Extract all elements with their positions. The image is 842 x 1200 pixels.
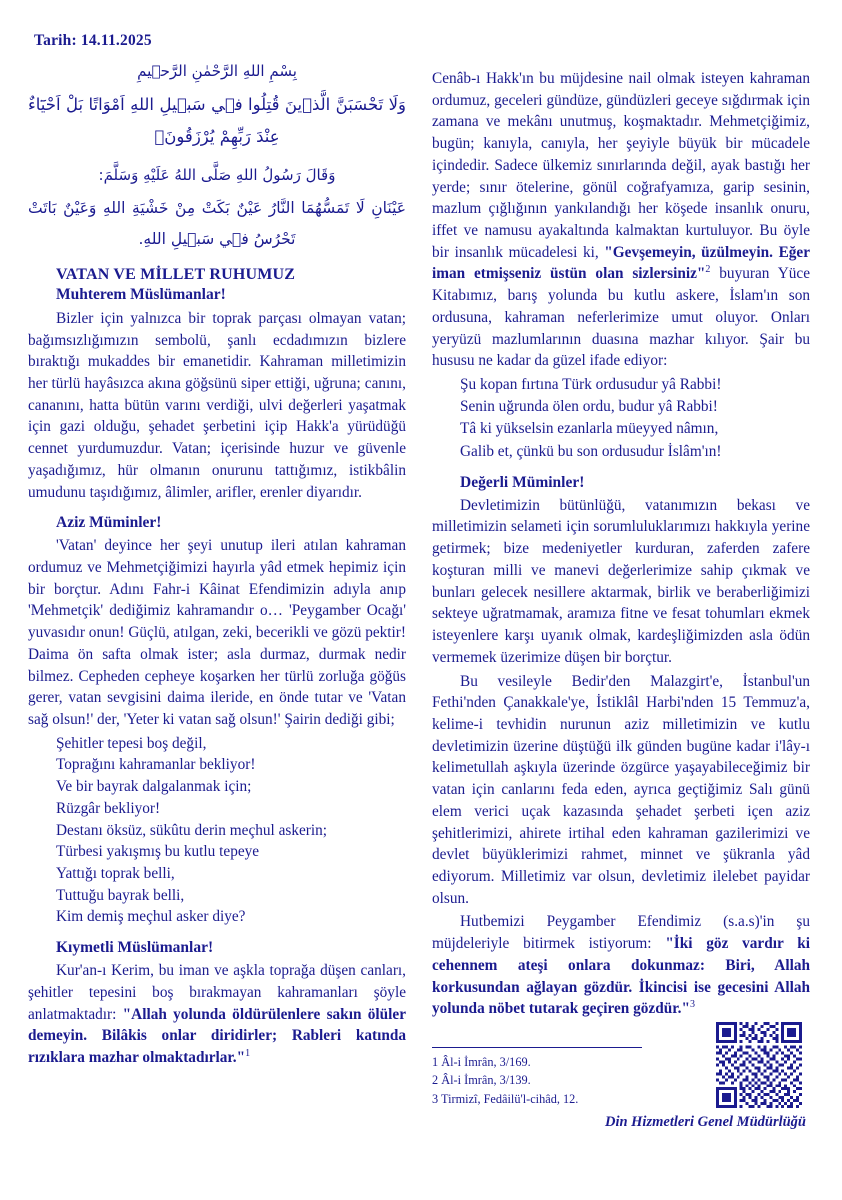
hadith-intro-arabic: وَقَالَ رَسُولُ اللهِ صَلَّى اللهُ عَلَيْهِ وَسَلَّمَ: <box>98 165 336 184</box>
paragraph-4-text-after: buyuran Yüce Kitabımız, barış yolunda bu kutlu askere, İslam'ın son ordusuna, kahraman neferlerimize umut oluyor. Onları yeryüzü mazlumlarının duasına mazhar kılıyor. Şair bu hususu ne kadar da güzel ifade ediyor: <box>432 265 810 370</box>
section-heading-degerli-muminler: Değerli Müminler! <box>460 473 585 491</box>
paragraph-6: Bu vesileyle Bedir'den Malazgirt'e, İstanbul'un Fethi'nden Çanakkale'ye, İstiklâl Harbi'nden 15 Temmuz'a, kelime-i tevhidin nurunun aziz milletimizin ve kutlu devletimizin üzerine düştüğü ilk günden bugüne kadar i'lây-ı kelimetullah aşkıyla üzerinde özgürce yaşayabileceğimiz bir vatan için canlarını feda eden, ayrıca geçtiğimiz Salı günü elem verici uçak kazasında şehadet şerbeti içen aziz şehitlerimizi, ahirete irtihal eden kahraman gazilerimizi ve devlet büyüklerimizi rahmet, minnet ve şükranla yâd ediyorum. Milletimiz var olsun, devletimiz ilelebet payidar olsun. <box>432 672 810 907</box>
poem-line: Şehitler tepesi boş değil, <box>56 734 207 752</box>
page-title: VATAN VE MİLLET RUHUMUZ <box>56 265 296 283</box>
page-subtitle: Muhterem Müslümanlar! <box>56 285 226 303</box>
paragraph-7-quote: "İki göz vardır ki cehennem ateşi onlara dokunmaz: Biri, Allah korkusundan ağlayan gözdür. İkincisi ise gecesini Allah yolunda nöbet tutarak geçiren gözdür." <box>432 935 810 1018</box>
paragraph-1: Bizler için yalnızca bir toprak parçası olmayan vatan; bağımsızlığımızın sembolü, şanlı ecdadımızın bizlere bıraktığı mukaddes bir emanetidir. Kahraman milletimizin her türlü hayâsızca akına göğsünü siper ettiği, uğruna; canını, cananını, hatta bütün varını verdiği, ulvi değerleri yaşatmak için gazi olduğu, şehadet şerbetini içip Hakk'a yürüdüğü cennet yurdumuzdur. Vatan; içerisinde huzur ve güvenle yaşadığımız, hür olmanın onurunu tattığımız, istikbâlin umudunu taşıdığımız, âlimler, arifler, erenler diyarıdır. <box>28 309 406 501</box>
poem-ordu-duasi <box>432 374 810 463</box>
poem-line: Tâ ki yükselsin ezanlarla müeyyed nâmın, <box>460 420 719 438</box>
footnote-item: 3 Tirmizî, Fedâilü'l-cihâd, 12. <box>432 1091 579 1106</box>
paragraph-5: Devletimizin bütünlüğü, vatanımızın bekası ve milletimizin selameti için sorumluluklarımızı hakkıyla yerine getirmek; bize medeniyetler kurduran, zaferden zafere koşturan milli ve manevi değerlerimize sahip çıkmak ve bunları gelecek nesillere aktarmak, birlik ve beraberliğimizi sekteye uğratmamak, aramıza fitne ve fesat tohumları ekmek isteyenlere karşı uyanık olmak, kardeşliğimizden asla ödün vermemek üzerimize düşen bir borçtur. <box>432 496 810 666</box>
poem-line: Yattığı toprak belli, <box>56 865 175 883</box>
poem-line: Türbesi yakışmış bu kutlu tepeye <box>56 843 260 861</box>
paragraph-4-text: Cenâb-ı Hakk'ın bu müjdesine nail olmak isteyen kahraman ordumuz, geceleri gündüze, gündüzleri geceye sığdırmak için zamana ve mekânı unutmuş, koşmaktadır. Mehmetçiğimiz, bugün; kanıyla, canıyla, her şeyiyle büyük bir mücadele içindedir. Sadece ülkemiz sınırlarında değil, ayak bastığı her yerde; sınır ötelerine, gönül coğrafyamıza, garip sesinin, mazlum çığlığının yankılandığı her köşede insanlık onuru, iffet ve namusu ayakaltında kalmaktan kurtuluyor. Bu öyle bir insanlık mücadelesi ki, <box>432 70 810 261</box>
paragraph-3 <box>28 960 406 1069</box>
basmala-text: بِسْمِ اللهِ الرَّحْمٰنِ الرَّح۪يمِ <box>137 62 297 80</box>
footnote-ref-2: 2 <box>705 264 711 276</box>
footnote-ref-3: 3 <box>689 999 695 1011</box>
footnotes-block <box>432 1047 642 1108</box>
paragraph-7-text: Hutbemizi Peygamber Efendimiz (s.a.s)'in şu müjdeleriyle bitirmek istiyorum: <box>432 913 810 953</box>
quran-verse-arabic: وَلَا تَحْسَبَنَّ الَّذ۪ينَ قُتِلُوا ف۪ي سَب۪يلِ اللهِ اَمْوَاتًا بَلْ اَحْيَٓاءٌ عِنْدَ رَبِّهِمْ يُرْزَقُونَۙ <box>28 94 406 146</box>
date-label: Tarih: 14.11.2025 <box>34 32 152 49</box>
footer-row <box>432 1022 810 1108</box>
paragraph-4 <box>432 68 810 372</box>
footnote-item: 2 Âl-i İmrân, 3/139. <box>432 1073 531 1088</box>
footnote-ref-1: 1 <box>245 1047 251 1059</box>
poem-sehitler-tepesi <box>28 733 406 928</box>
poem-line: Galib et, çünkü bu son ordusudur İslâm'ın! <box>460 442 722 460</box>
poem-line: Rüzgâr bekliyor! <box>56 799 161 817</box>
section-heading-kiymetli-muslumanlar: Kıymetli Müslümanlar! <box>56 939 214 957</box>
right-column <box>432 60 810 1131</box>
two-column-layout <box>28 60 814 1131</box>
poem-line: Ve bir bayrak dalgalanmak için; <box>56 778 252 796</box>
paragraph-3-text: Kur'an-ı Kerim, bu iman ve aşkla toprağa düşen canları, şehitler tepesini boş bırakmayan kahramanları şöyle anlatmaktadır: <box>28 962 406 1023</box>
paragraph-7 <box>432 911 810 1020</box>
hadith-text-arabic: عَيْنَانِ لَا تَمَسُّهُمَا النَّارُ عَيْنٌ بَكَتْ مِنْ خَشْيَةِ اللهِ وَعَيْنٌ بَاتَتْ تَحْرُسُ ف۪ي سَب۪يلِ اللهِ. <box>28 199 406 248</box>
poem-line: Şu kopan fırtına Türk ordusudur yâ Rabbi! <box>460 376 722 394</box>
signature-line: Din Hizmetleri Genel Müdürlüğü <box>604 1114 806 1130</box>
poem-line: Toprağını kahramanlar bekliyor! <box>56 756 256 774</box>
section-heading-aziz-muminler: Aziz Müminler! <box>56 514 162 532</box>
left-column <box>28 60 406 1071</box>
poem-line: Destanı öksüz, sükûtu derin meçhul askerin; <box>56 821 328 839</box>
qr-code-icon <box>716 1022 802 1108</box>
poem-line: Tuttuğu bayrak belli, <box>56 886 185 904</box>
paragraph-4-quote: "Gevşemeyin, üzülmeyin. Eğer iman etmişseniz üstün olan sizlersiniz" <box>432 243 810 283</box>
footnote-item: 1 Âl-i İmrân, 3/169. <box>432 1054 531 1069</box>
paragraph-2: 'Vatan' deyince her şeyi unutup ileri atılan kahraman ordumuz ve Mehmetçiğimizi hayırla yâd etmek hepimiz için bir borçtur. Adını Fahr-i Kâinat Efendimizin adıyla anıp 'Mehmetçik' dediğimiz kahramandır o… 'Peygamber Ocağı' yuvasıdır onun! Güçlü, atılgan, zeki, becerikli ve gözü pektir! Daima ön safta olmak ister; asla durmaz, durmak nedir bilmez. Cepheden cepheye koşarken her türlü zorluğa göğüs gerer, vatan sevgisini daima ileride, en önde tutar ve 'Vatan sağ olsun!' der, 'Yeter ki vatan sağ olsun!' Şairin dediği gibi; <box>28 537 406 728</box>
paragraph-3-quote: "Allah yolunda öldürülenlere sakın ölüler demeyin. Bilâkis onlar diridirler; Rableri katında rızıklara mazhar olmaktadırlar." <box>28 1005 406 1067</box>
poem-line: Kim demiş meçhul asker diye? <box>56 908 246 926</box>
poem-line: Senin uğrunda ölen ordu, budur yâ Rabbi! <box>460 398 718 416</box>
